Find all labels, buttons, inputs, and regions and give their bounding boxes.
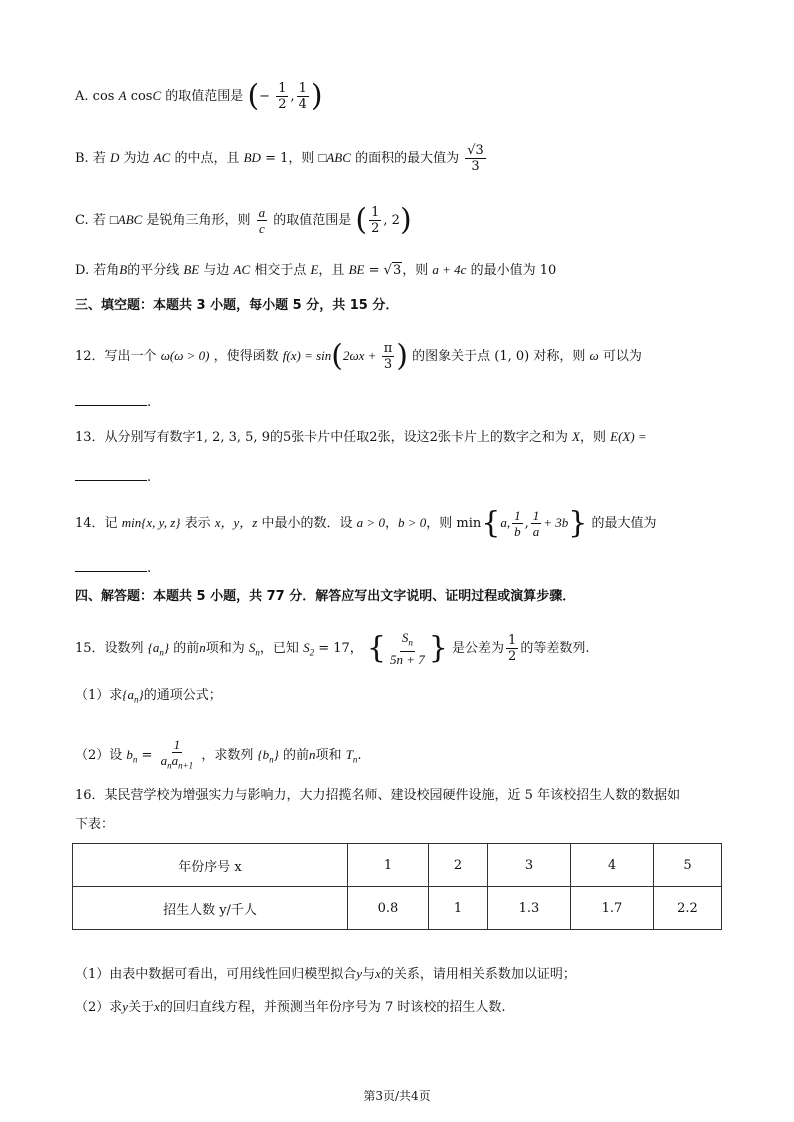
text: 的等差数列.: [520, 640, 590, 656]
math-expr: 2: [369, 430, 378, 445]
fraction: [297, 81, 309, 112]
math-var: D: [109, 150, 120, 165]
text: =: [364, 263, 384, 278]
math-part: {a: [147, 639, 160, 655]
math-expr: 2ωx +: [342, 348, 380, 363]
text: 的前: [173, 640, 200, 656]
math-var: BE: [183, 262, 200, 277]
text: 的最大值为: [591, 516, 657, 531]
math-expr: min: [456, 516, 482, 531]
text: 张卡片中任取: [291, 430, 370, 445]
text: （1）由表中数据可看出，可用线性回归模型拟合: [75, 967, 357, 982]
blank-line[interactable]: [75, 393, 147, 406]
period: .: [147, 470, 152, 485]
text: =: [137, 747, 157, 763]
text: 的: [269, 430, 283, 445]
denominator: 2: [508, 648, 517, 664]
subscript: n: [408, 637, 413, 648]
blank-line[interactable]: [75, 559, 147, 572]
math-part: S: [248, 639, 256, 655]
numerator: 1: [532, 508, 540, 523]
fraction: [257, 205, 268, 236]
blank-line[interactable]: [75, 468, 147, 481]
numerator: 1: [173, 737, 181, 752]
text: 的图象关于点: [412, 349, 491, 364]
paren: (: [247, 78, 260, 114]
fraction: [159, 737, 196, 774]
table-cell: 2.2: [654, 887, 722, 930]
brace: }: [568, 505, 588, 541]
table-cell: 2: [429, 844, 488, 887]
numerator: 1: [508, 632, 517, 648]
text: = 1，则: [265, 151, 315, 166]
table-cell: 1.7: [571, 887, 654, 930]
math-var: y: [356, 966, 363, 981]
math-var: n: [199, 639, 206, 655]
table-cell: 0.8: [348, 887, 429, 930]
question-13: [75, 427, 647, 448]
question-15-part-2: [75, 737, 362, 774]
sqrt-radicand: 3: [392, 263, 402, 278]
period: .: [147, 561, 152, 576]
answer-blank-14[interactable]: [75, 559, 151, 579]
text: ，且: [318, 263, 345, 278]
text: 是锐角三角形，则: [146, 213, 251, 228]
numerator: π: [383, 341, 393, 356]
minus: −: [259, 89, 271, 104]
math-expr: [303, 639, 315, 658]
fraction: [512, 508, 523, 539]
subscript: n: [132, 754, 138, 765]
denominator: a: [532, 524, 540, 539]
text: （2）求: [75, 1000, 123, 1015]
text: 15．设数列: [75, 640, 144, 656]
text: 表示: [184, 516, 211, 531]
comma: ,: [290, 89, 295, 104]
math-part: a: [171, 753, 179, 768]
answer-blank-12[interactable]: [75, 393, 151, 413]
math-part: }: [138, 687, 144, 702]
math-var: ω(ω > 0): [160, 348, 210, 363]
math-expr: 1, 2, 3, 5, 9: [195, 430, 270, 445]
math-var: A: [118, 88, 127, 103]
text: cos: [130, 89, 153, 104]
text: ，: [349, 640, 363, 656]
math-part: {b: [257, 746, 270, 762]
text: 是公差为: [452, 640, 505, 656]
math-expr: 2: [429, 430, 438, 445]
math-expr: f(x) = sin: [282, 348, 332, 363]
denominator: [159, 753, 196, 774]
option-d-label: D.: [75, 263, 90, 278]
text: 的取值范围是: [165, 89, 244, 104]
fraction: [369, 205, 381, 236]
text: 与: [362, 967, 376, 982]
math-var: y: [122, 999, 129, 1014]
table-row: [73, 844, 722, 887]
text: （1）求: [75, 688, 123, 703]
section-heading-solutions: 四、解答题：本题共 5 小题，共 77 分．解答应写出文字说明、证明过程或演算步骤．: [75, 589, 576, 604]
period: .: [147, 395, 152, 410]
text: （2）设: [75, 747, 123, 763]
text: 张卡片上的数字之和为: [437, 430, 568, 445]
math-var: X: [572, 429, 580, 444]
comma: ,: [524, 516, 529, 531]
fraction: [388, 630, 427, 667]
subscript: 2: [309, 647, 315, 658]
text: 12．写出一个: [75, 349, 157, 364]
denominator: 2: [278, 97, 287, 112]
text: 若: [92, 213, 106, 228]
brace: {: [366, 630, 387, 666]
paren: ): [396, 338, 408, 374]
math-part: S: [303, 639, 310, 655]
table-cell: 1: [348, 844, 429, 887]
math-expr: [248, 639, 260, 658]
math-var: □ABC: [318, 150, 351, 165]
question-16-part-1: [75, 964, 576, 985]
table-row-header: 年份序号 x: [73, 844, 348, 887]
text: ，已知: [259, 640, 299, 656]
math-expr: a > 0: [356, 515, 385, 530]
fraction: [465, 143, 486, 174]
denominator: b: [514, 524, 521, 539]
option-b-label: B.: [75, 151, 89, 166]
text: 对称，则: [533, 349, 586, 364]
subscript: n: [167, 760, 172, 771]
math-part: S: [401, 630, 409, 645]
math-expr: a,: [500, 515, 511, 530]
option-b: [75, 143, 488, 174]
math-var: BD: [243, 150, 261, 165]
fraction: [531, 508, 542, 539]
math-var: AC: [233, 262, 251, 277]
option-a: [75, 78, 323, 114]
option-c-label: C.: [75, 213, 89, 228]
denominator: c: [258, 221, 265, 236]
option-d: D. 若角B的平分线 BE 与边 AC 相交于点 E，且 BE = √3，则 a + 4c 的最小值为 10: [75, 262, 557, 278]
paren: ): [310, 78, 323, 114]
text: , 2: [383, 213, 400, 228]
text: 的关系，请用相关系数加以证明；: [380, 967, 576, 982]
table-cell: 4: [571, 844, 654, 887]
denominator: 5n + 7: [390, 651, 425, 667]
subscript: n: [133, 694, 139, 705]
denominator: 2: [371, 221, 380, 236]
text: 项和: [315, 747, 342, 763]
denominator: 4: [298, 97, 307, 112]
math-expr: (1, 0): [494, 349, 530, 364]
page-number: 第3页/共4页: [363, 1089, 431, 1103]
math-expr: [345, 746, 358, 765]
math-var: x: [375, 966, 381, 981]
math-part: b: [126, 746, 133, 762]
text: 若角: [93, 263, 120, 278]
text: 的中点，且: [174, 151, 240, 166]
text: 的取值范围是: [273, 213, 352, 228]
math-var: x: [154, 999, 160, 1014]
text: 的回归直线方程，并预测当年份序号为 7 时该校的招生人数.: [159, 1000, 506, 1015]
math-expr: b > 0: [397, 515, 427, 530]
math-expr: + 3b: [543, 515, 569, 530]
option-a-label: A.: [75, 89, 89, 104]
subscript: n: [255, 647, 260, 658]
answer-blank-13[interactable]: [75, 468, 151, 488]
numerator: √3: [467, 143, 484, 158]
paren: (: [355, 202, 368, 238]
text: 的最小值为 10: [470, 263, 557, 278]
text: 项和为: [205, 640, 245, 656]
math-expr: [147, 639, 170, 658]
brace: }: [428, 630, 448, 666]
math-part: }: [273, 746, 279, 762]
text: 张，设这: [377, 430, 430, 445]
fraction: [506, 633, 518, 664]
fraction: [276, 81, 288, 112]
math-expr: E(X) =: [610, 429, 647, 444]
text: ，求数列: [201, 747, 254, 763]
subscript: n: [269, 754, 274, 765]
question-14: [75, 505, 657, 541]
math-var: ω: [589, 348, 599, 363]
denominator: 3: [383, 357, 393, 372]
math-expr: [257, 746, 279, 765]
math-part: {a: [122, 687, 134, 702]
text: 的面积的最大值为: [355, 151, 460, 166]
enrollment-table: [72, 843, 722, 930]
table-row-header: 招生人数 y/千人: [73, 887, 348, 930]
subscript: n: [159, 647, 164, 658]
paren: (: [331, 338, 343, 374]
math-part: }: [163, 639, 170, 655]
text: 中最小的数．设: [261, 516, 353, 531]
text: ，: [384, 516, 398, 531]
paren: ): [399, 202, 412, 238]
text: .: [357, 747, 362, 763]
text: 与边: [203, 263, 230, 278]
brace: {: [481, 505, 501, 541]
table-cell: 5: [654, 844, 722, 887]
numerator: 1: [371, 205, 380, 220]
text: 关于: [128, 1000, 155, 1015]
text: = 17: [314, 640, 350, 656]
denominator: 3: [471, 159, 480, 174]
table-cell: 1.3: [488, 887, 571, 930]
math-var: n: [309, 746, 316, 762]
numerator: [400, 630, 415, 652]
text: cos: [92, 89, 115, 104]
math-var: AC: [153, 150, 171, 165]
table-row: [73, 887, 722, 930]
math-var: □ABC: [109, 212, 143, 227]
text: 可以为: [602, 349, 642, 364]
numerator: 1: [514, 508, 521, 523]
fraction: [382, 341, 395, 372]
text: 13．从分别写有数字: [75, 430, 196, 445]
table-cell: 1: [429, 887, 488, 930]
math-var: a + 4c: [432, 262, 467, 277]
numerator: 1: [298, 81, 307, 96]
text: 的前: [283, 747, 310, 763]
numerator: 1: [278, 81, 287, 96]
math-var: BE: [348, 262, 365, 277]
question-16-intro-cont: 下表：: [75, 817, 115, 832]
text: ，则: [426, 516, 453, 531]
section-heading-fill-in: 三、填空题：本题共 3 小题，每小题 5 分，共 15 分．: [75, 298, 399, 313]
subscript: n: [352, 754, 358, 765]
subscript: n+1: [178, 760, 194, 771]
text: 为边: [123, 151, 150, 166]
math-part: a: [160, 753, 168, 768]
table-cell: 3: [488, 844, 571, 887]
math-part: T: [345, 746, 353, 762]
question-15: [75, 630, 589, 667]
text: ，则: [402, 263, 429, 278]
math-var: B: [119, 262, 128, 277]
option-c: [75, 202, 412, 238]
text: 14．记: [75, 516, 118, 531]
math-expr: min{x, y, z}: [121, 515, 181, 530]
math-expr: 5: [282, 430, 292, 445]
math-expr: [126, 746, 138, 765]
math-var: C: [152, 88, 162, 103]
numerator: a: [258, 205, 266, 220]
math-var: E: [310, 262, 319, 277]
question-16-part-2: [75, 997, 506, 1018]
text: 若: [92, 151, 106, 166]
math-expr: x，y，z: [214, 515, 258, 530]
text: 的通项公式；: [143, 688, 222, 703]
text: ，使得函数: [213, 349, 279, 364]
question-15-part-1: [75, 685, 222, 710]
math-expr: [122, 687, 144, 705]
text: 的平分线: [127, 263, 180, 278]
question-16-intro: 16．某民营学校为增强实力与影响力，大力招揽名师、建设校园硬件设施，近 5 年该校招生人数的数据如: [75, 788, 681, 803]
text: ，则: [579, 430, 606, 445]
text: 相交于点: [254, 263, 307, 278]
question-12: [75, 338, 642, 374]
